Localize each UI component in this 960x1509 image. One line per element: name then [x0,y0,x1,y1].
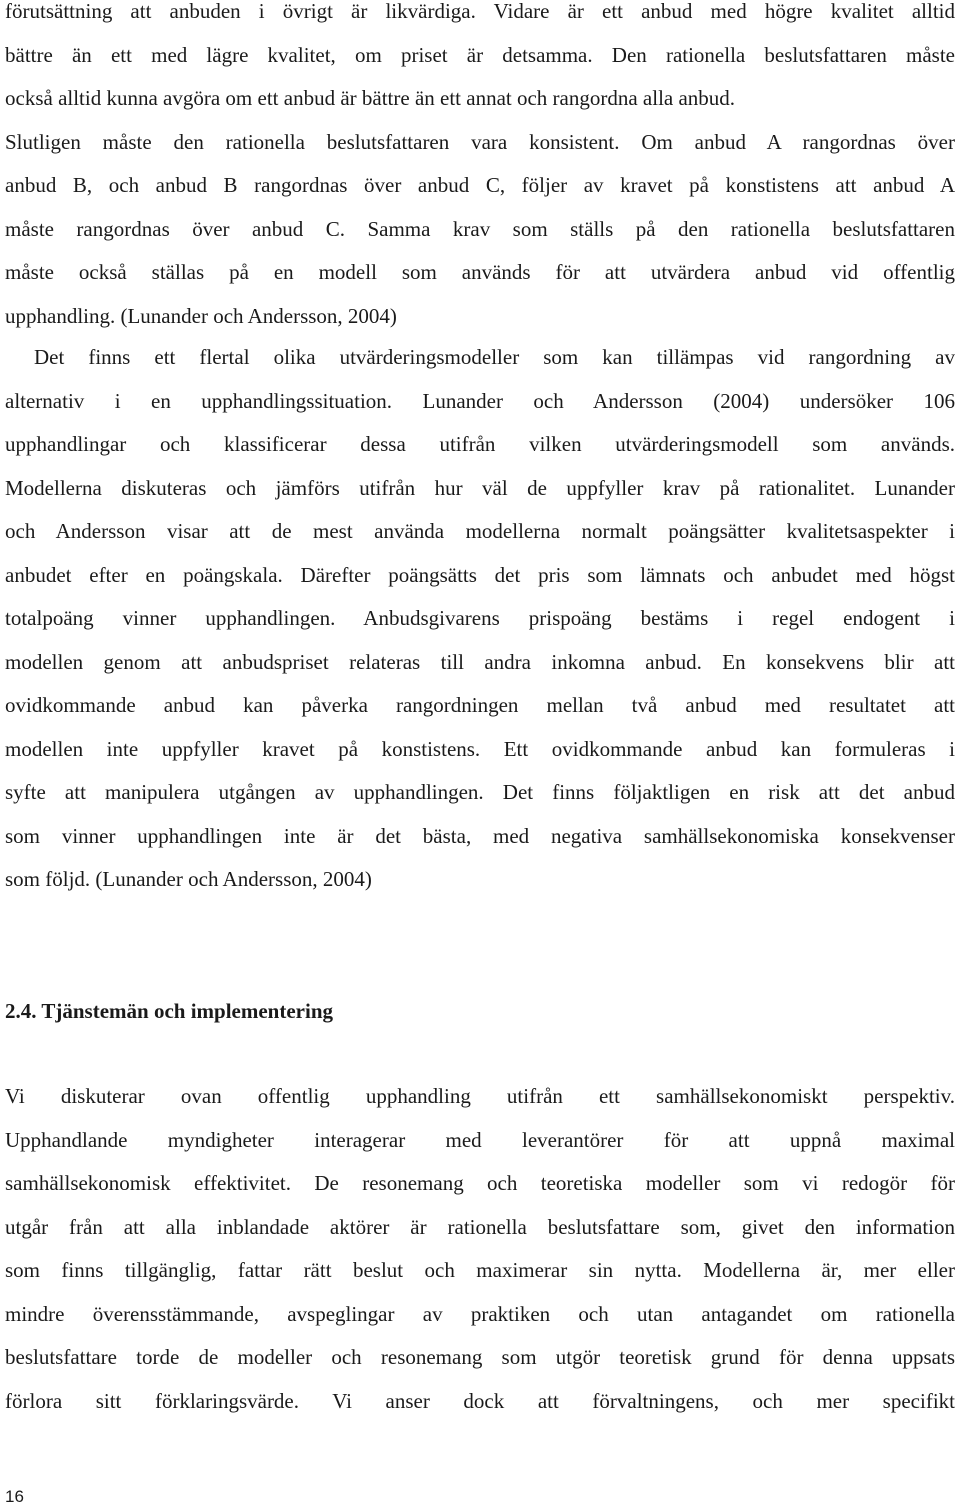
text-line: alternativ i en upphandlingssituation. Lunander och Andersson (2004) undersöker 106 [5,388,955,413]
text-line: modellen genom att anbudspriset relateras till andra inkomna anbud. En konsekvens blir att [5,649,955,674]
text-line: förutsättning att anbuden i övrigt är likvärdiga. Vidare är ett anbud med högre kvalitet alltid [5,0,955,23]
paragraph-1 [5,0,955,338]
text-line: Vi diskuterar ovan offentlig upphandling utifrån ett samhällsekonomiskt perspektiv. [5,1084,955,1108]
text-line: upphandlingar och klassificerar dessa utifrån vilken utvärderingsmodell som används. [5,432,955,456]
text-line: mindre överensstämmande, avspeglingar av praktiken och utan antagandet om rationella [5,1301,955,1326]
text-line: måste också ställas på en modell som används för att utvärdera anbud vid offentlig [5,260,955,284]
text-line: Upphandlande myndigheter interagerar med leverantörer för att uppnå maximal [5,1127,955,1152]
text-line: samhällsekonomisk effektivitet. De resonemang och teoretiska modeller som vi redogör för [5,1171,955,1195]
text-line: måste rangordnas över anbud C. Samma krav som ställs på den rationella beslutsfattaren [5,216,955,241]
text-line: och Andersson visar att de mest använda modellerna normalt poängsätter kvalitetsaspekter i [5,519,955,543]
page-number: 16 [5,1487,24,1506]
text-line: anbud B, och anbud B rangordnas över anbud C, följer av kravet på konstistens att anbud A [5,173,955,197]
text-line: som vinner upphandlingen inte är det bästa, med negativa samhällsekonomiska konsekvenser [5,823,955,848]
text-line: beslutsfattare torde de modeller och resonemang som utgör teoretisk grund för denna uppsats [5,1345,955,1369]
text-line: som följd. (Lunander och Andersson, 2004) [5,867,372,891]
text-line: syfte att manipulera utgången av upphandlingen. Det finns följaktligen en risk att det anbud [5,780,955,804]
text-line: Slutligen måste den rationella beslutsfattaren vara konsistent. Om anbud A rangordnas över [5,129,955,154]
paragraph-3 [5,1075,955,1423]
text-line: modellen inte uppfyller kravet på konstistens. Ett ovidkommande anbud kan formuleras i [5,736,955,761]
text-line: också alltid kunna avgöra om ett anbud är bättre än ett annat och rangordna alla anbud. [5,86,736,110]
paragraph-2 [5,336,955,902]
text-line: totalpoäng vinner upphandlingen. Anbudsgivarens prispoäng bestäms i regel endogent i [5,606,955,630]
text-line: förlora sitt förklaringsvärde. Vi anser dock att förvaltningens, och mer specifikt [5,1388,955,1413]
text-line: utgår från att alla inblandade aktörer är rationella beslutsfattare som, givet den information [5,1214,955,1239]
text-line: som finns tillgänglig, fattar rätt beslut och maximerar sin nytta. Modellerna är, mer eller [5,1258,955,1282]
text-line: anbudet efter en poängskala. Därefter poängsätts det pris som lämnats och anbudet med högst [5,562,955,587]
section-heading: 2.4. Tjänstemän och implementering [5,999,334,1023]
text-line: Det finns ett flertal olika utvärderingsmodeller som kan tillämpas vid rangordning av [34,345,955,369]
text-line: ovidkommande anbud kan påverka rangordningen mellan två anbud med resultatet att [5,693,955,717]
text-line: Modellerna diskuteras och jämförs utifrån hur väl de uppfyller krav på rationalitet. Lunander [5,475,955,500]
text-line: upphandling. (Lunander och Andersson, 2004) [5,303,397,328]
text-line: bättre än ett med lägre kvalitet, om priset är detsamma. Den rationella beslutsfattaren måste [5,42,955,67]
